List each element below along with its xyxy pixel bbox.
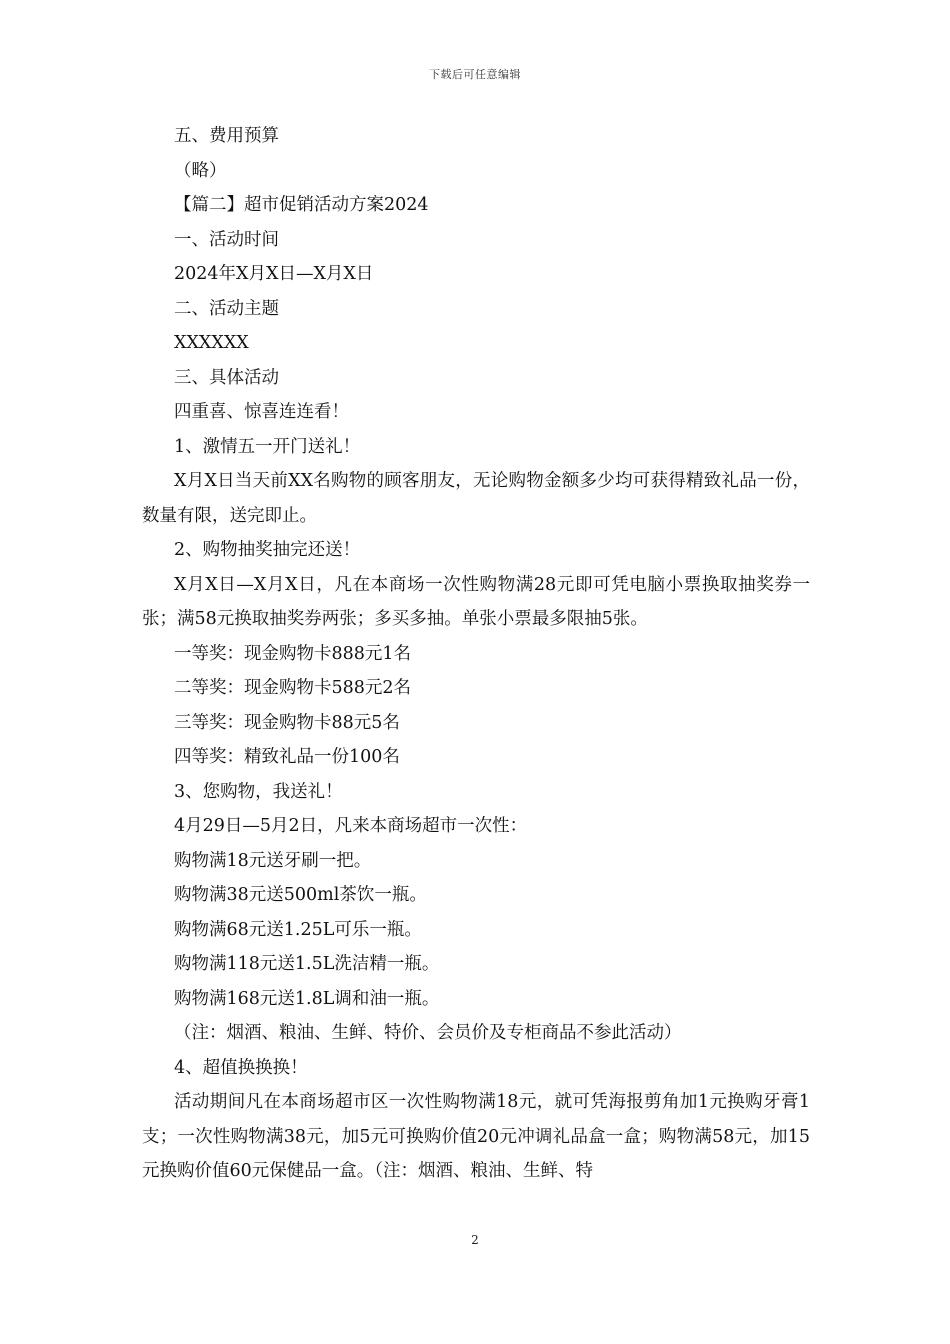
page-header: 下载后可任意编辑 — [429, 68, 521, 81]
section-heading: 三、具体活动 — [174, 367, 279, 388]
text-line: 四重喜、惊喜连连看！ — [174, 402, 349, 422]
text-line: XXXXXX — [174, 333, 249, 353]
section-heading: 五、费用预算 — [174, 126, 279, 146]
text-line: 4月29日—5月2日，凡来本商场超市一次性： — [174, 816, 528, 836]
article-title: 【篇二】超市促销活动方案2024 — [174, 195, 429, 215]
prize-line: 三等奖：现金购物卡88元5名 — [174, 712, 400, 733]
paragraph: X月X日—X月X日，凡在本商场一次性购物满28元即可凭电脑小票换取抽奖券一张；满58元换取抽奖券两张；多买多抽。单张小票最多限抽5张。 — [142, 574, 810, 629]
prize-line: 二等奖：现金购物卡588元2名 — [174, 678, 412, 698]
text-line: （略） — [174, 160, 227, 181]
document-body — [142, 119, 810, 1189]
sub-heading: 1、激情五一开门送礼！ — [174, 436, 361, 457]
sub-heading: 2、购物抽奖抽完还送！ — [174, 540, 361, 560]
prize-line: 四等奖：精致礼品一份100名 — [174, 747, 400, 767]
gift-line: 购物满168元送1.8L调和油一瓶。 — [174, 988, 440, 1009]
note-line: （注：烟酒、粮油、生鲜、特价、会员价及专柜商品不参此活动） — [174, 1023, 682, 1043]
gift-line: 购物满68元送1.25L可乐一瓶。 — [174, 919, 422, 940]
paragraph: X月X日当天前XX名购物的顾客朋友，无论购物金额多少均可获得精致礼品一份，数量有限，送完即止。 — [142, 471, 810, 526]
text-line: 2024年X月X日—X月X日 — [174, 264, 374, 284]
gift-line: 购物满118元送1.5L洗洁精一瓶。 — [174, 954, 440, 974]
section-heading: 二、活动主题 — [174, 298, 279, 319]
sub-heading: 3、您购物，我送礼！ — [174, 781, 343, 802]
paragraph: 活动期间凡在本商场超市区一次性购物满18元，就可凭海报剪角加1元换购牙膏1支；一次性购物满38元，加5元可换购价值20元冲调礼品盒一盒；购物满58元，加15元换购价值60元保健品一盒。（注：烟酒、粮油、生鲜、特 — [142, 1092, 810, 1181]
gift-line: 购物满38元送500ml茶饮一瓶。 — [174, 885, 427, 905]
gift-line: 购物满18元送牙刷一把。 — [174, 850, 372, 871]
page-number: 2 — [471, 1233, 479, 1247]
prize-line: 一等奖：现金购物卡888元1名 — [174, 643, 412, 664]
section-heading: 一、活动时间 — [174, 229, 279, 250]
sub-heading: 4、超值换换换！ — [174, 1057, 308, 1078]
